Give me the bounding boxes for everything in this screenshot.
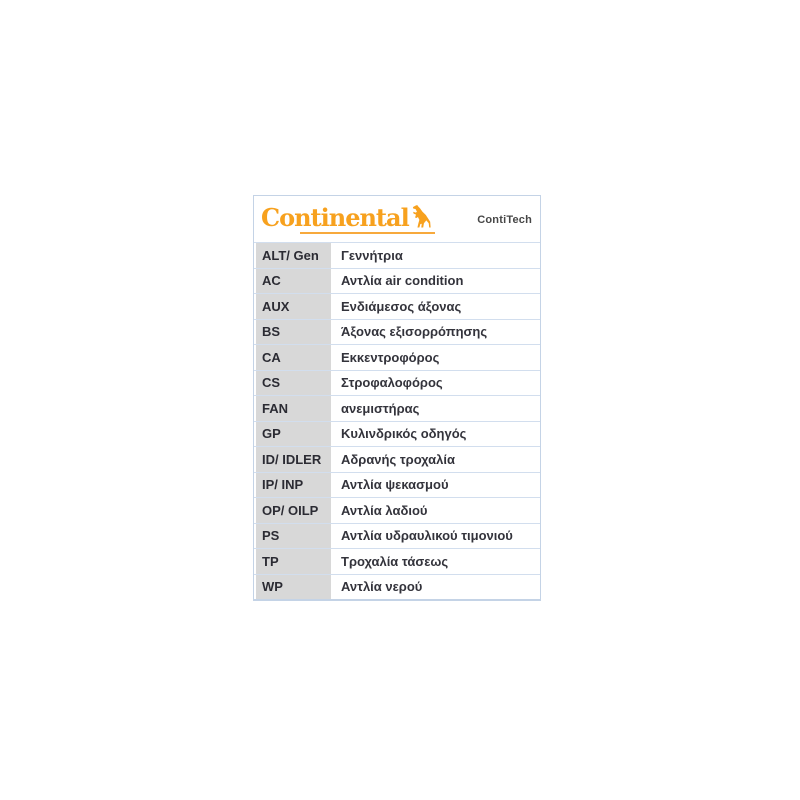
description-cell: Αντλία air condition (341, 273, 464, 289)
code-cell: AUX (256, 294, 331, 319)
code-cell: PS (256, 524, 331, 549)
code-cell: GP (256, 422, 331, 447)
continental-logo (261, 203, 434, 235)
code-cell: WP (256, 575, 331, 600)
table-row (254, 548, 540, 574)
description-cell: Άξονας εξισορρόπησης (341, 324, 488, 340)
rearing-horse-icon (410, 202, 434, 231)
code-cell: ID/ IDLER (256, 447, 331, 472)
description-cell: Αντλία υδραυλικού τιμονιού (341, 528, 513, 544)
description-cell: Αντλία νερού (341, 579, 423, 595)
code-cell: AC (256, 269, 331, 294)
description-cell: Τροχαλία τάσεως (341, 553, 449, 569)
code-cell: IP/ INP (256, 473, 331, 498)
description-cell: Εκκεντροφόρος (341, 349, 440, 365)
description-cell: Γεννήτρια (341, 247, 403, 263)
table-row (254, 344, 540, 370)
description-cell: Ενδιάμεσος άξονας (341, 298, 462, 314)
table-row (254, 421, 540, 447)
table-row (254, 395, 540, 421)
description-cell: ανεμιστήρας (341, 400, 420, 416)
description-cell: Αδρανής τροχαλία (341, 451, 456, 467)
table-row (254, 497, 540, 523)
table-row (254, 293, 540, 319)
code-cell: OP/ OILP (256, 498, 331, 523)
code-cell: BS (256, 320, 331, 345)
table-row (254, 472, 540, 498)
description-cell: Αντλία λαδιού (341, 502, 428, 518)
logo-underline (300, 232, 435, 234)
description-cell: Κυλινδρικός οδηγός (341, 426, 467, 442)
table-header (254, 196, 540, 242)
description-cell: Αντλία ψεκασμού (341, 477, 449, 493)
contitech-label: ContiTech (477, 214, 532, 226)
code-cell: FAN (256, 396, 331, 421)
abbreviation-legend-table (253, 195, 541, 601)
code-cell: TP (256, 549, 331, 574)
code-cell: CS (256, 371, 331, 396)
code-cell: CA (256, 345, 331, 370)
table-row (254, 370, 540, 396)
description-cell: Στροφαλοφόρος (341, 375, 443, 391)
table-row (254, 574, 540, 600)
table-row (254, 446, 540, 472)
table-row (254, 319, 540, 345)
table-row (254, 523, 540, 549)
table-row (254, 268, 540, 294)
table-row (254, 242, 540, 268)
continental-wordmark: Continental (261, 203, 409, 232)
code-cell: ALT/ Gen (256, 243, 331, 268)
